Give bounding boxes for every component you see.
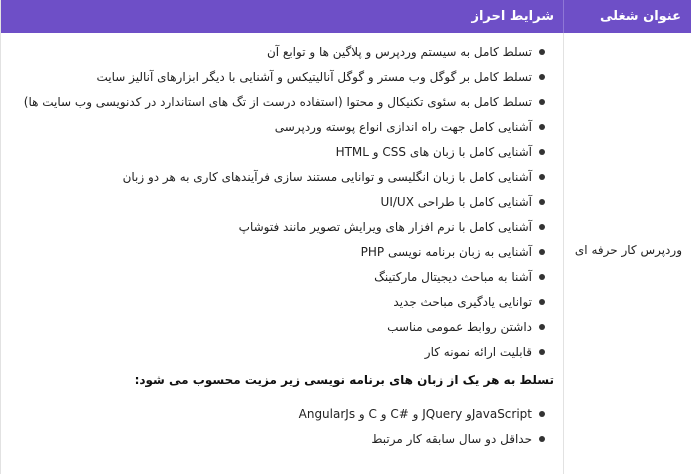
- requirements-column-header: شرایط احراز: [1, 0, 564, 33]
- requirement-item: [393, 292, 545, 312]
- requirement-text: آشنایی کامل با زبان های CSS و HTML: [335, 145, 532, 159]
- bullet-icon: [539, 224, 545, 230]
- requirement-text: تسلط کامل به سیستم وردپرس و پلاگین ها و توابع آن: [266, 45, 532, 59]
- requirements-cell: [1, 33, 564, 474]
- requirement-text: آشنایی به زبان برنامه نویسی PHP: [360, 245, 532, 259]
- bullet-icon: [539, 124, 545, 130]
- bullet-icon: [539, 74, 545, 80]
- requirement-item: [96, 67, 545, 87]
- bullet-icon: [539, 436, 545, 442]
- requirement-item: [387, 317, 545, 337]
- table-row: [1, 33, 691, 474]
- preferred-text: JavaScriptو JQuery و #C و C و AngularJs: [298, 407, 532, 421]
- requirement-item: [267, 42, 545, 62]
- requirement-item: [275, 117, 545, 137]
- bullet-icon: [539, 349, 545, 355]
- requirement-item: [425, 342, 545, 362]
- requirement-text: آشنا به مباحث دیجیتال مارکتینگ: [374, 270, 532, 284]
- requirement-text: آشنایی کامل با طراحی UI/UX: [380, 195, 532, 209]
- bullet-icon: [539, 249, 545, 255]
- requirement-text: داشتن روابط عمومی مناسب: [387, 320, 532, 334]
- requirement-item: [123, 167, 545, 187]
- requirement-item: [361, 242, 545, 262]
- bullet-icon: [539, 274, 545, 280]
- requirement-text: آشنایی کامل با زبان انگلیسی و توانایی مستند سازی فرآیندهای کاری به هر دو زبان: [122, 170, 532, 184]
- requirement-item: [381, 192, 545, 212]
- preferred-text: حداقل دو سال سابقه کار مرتبط: [371, 432, 532, 446]
- requirement-text: آشنایی کامل با نرم افزار های ویرایش تصویر مانند فتوشاپ: [238, 220, 532, 234]
- preferred-skills-heading: تسلط به هر یک از زبان های برنامه نویسی زیر مزیت محسوب می شود:: [134, 373, 554, 387]
- bullet-icon: [539, 411, 545, 417]
- bullet-icon: [539, 99, 545, 105]
- requirement-text: تسلط کامل به سئوی تکنیکال و محتوا (استفاده درست از تگ های استاندارد در کدنویسی وب سایت ها): [23, 95, 532, 109]
- job-title: وردپرس کار حرفه ای: [574, 243, 682, 257]
- preferred-item: [371, 429, 545, 449]
- job-title-cell: [564, 33, 691, 474]
- bullet-icon: [539, 299, 545, 305]
- table-header-row: [1, 0, 691, 33]
- bullet-icon: [539, 174, 545, 180]
- bullet-icon: [539, 149, 545, 155]
- job-title-column-header: عنوان شغلی: [600, 9, 681, 24]
- bullet-icon: [539, 49, 545, 55]
- requirement-item: [374, 267, 545, 287]
- preferred-item: [299, 404, 545, 424]
- requirement-text: آشنایی کامل جهت راه اندازی انواع پوسته وردپرسی: [274, 120, 532, 134]
- requirement-item: [24, 92, 545, 112]
- requirement-item: [239, 217, 545, 237]
- requirement-item: [336, 142, 545, 162]
- bullet-icon: [539, 324, 545, 330]
- requirement-text: تسلط کامل بر گوگل وب مستر و گوگل آنالیتیکس و آشنایی با دیگر ابزارهای آنالیز سایت: [96, 70, 532, 84]
- bullet-icon: [539, 199, 545, 205]
- requirement-text: توانایی یادگیری مباحث جدید: [393, 295, 532, 309]
- requirement-text: قابلیت ارائه نمونه کار: [424, 345, 532, 359]
